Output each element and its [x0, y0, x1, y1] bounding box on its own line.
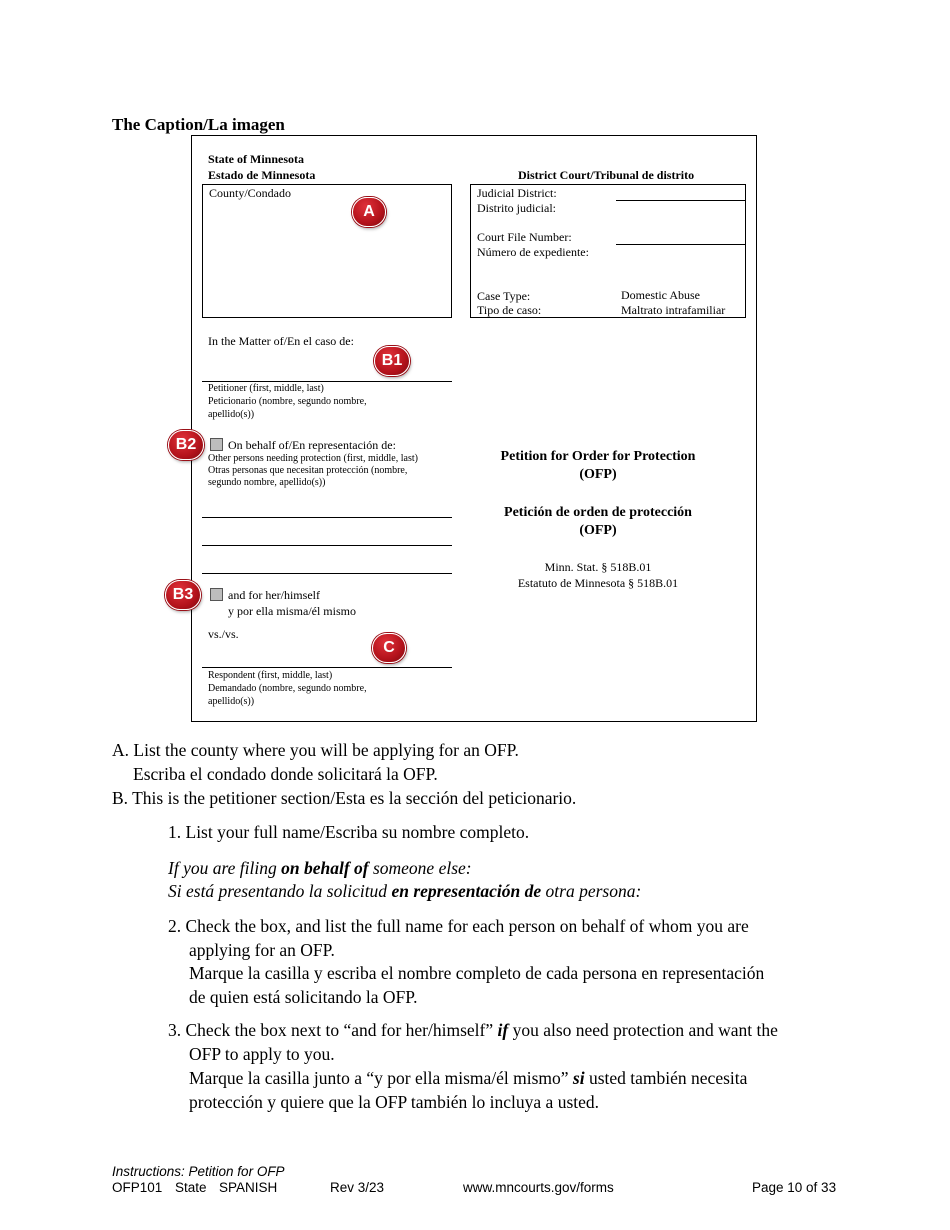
behalf-note-es: Si está presentando la solicitud en representación de otra persona: — [168, 881, 642, 901]
footer-form-id: OFP101 — [112, 1180, 163, 1195]
court-file-en: Court File Number: — [477, 230, 572, 244]
court-file-line — [616, 244, 745, 245]
case-type-value-es: Maltrato intrafamiliar — [621, 303, 726, 317]
others-line-1 — [202, 517, 452, 518]
step-2-line-1: 2. Check the box, and list the full name for each person on behalf of whom you are — [168, 916, 749, 936]
respondent-label-1: Respondent (first, middle, last) — [208, 670, 333, 681]
step-3-line-2: OFP to apply to you. — [189, 1044, 335, 1064]
petitioner-line — [202, 381, 452, 382]
title-es-2: (OFP) — [579, 523, 617, 538]
case-type-value-en: Domestic Abuse — [621, 288, 700, 302]
footer-language: SPANISH — [219, 1180, 278, 1195]
case-type-en: Case Type: — [477, 289, 531, 303]
caption-image — [191, 135, 757, 722]
court-info-box — [470, 184, 746, 318]
self-checkbox[interactable] — [210, 588, 223, 601]
case-type-es: Tipo de caso: — [477, 303, 542, 317]
footer-page: Page 10 of 33 — [752, 1180, 837, 1195]
county-label: County/Condado — [209, 186, 292, 200]
others-label-1: Other persons needing protection (first, middle, last) — [208, 453, 418, 464]
footer-website[interactable]: www.mncourts.gov/forms — [463, 1180, 614, 1195]
step-2-line-4: de quien está solicitando la OFP. — [189, 987, 418, 1007]
step-3-line-4: protección y quiere que la OFP también lo incluya a usted. — [189, 1092, 600, 1112]
judicial-district-en: Judicial District: — [477, 186, 557, 200]
county-box — [202, 184, 452, 318]
on-behalf-checkbox[interactable] — [210, 438, 223, 451]
petitioner-label-2: Peticionario (nombre, segundo nombre, — [208, 396, 367, 407]
petitioner-label-3: apellido(s)) — [208, 409, 255, 420]
footer-doc-title: Instructions: Petition for OFP — [112, 1164, 285, 1179]
court-file-es: Número de expediente: — [477, 245, 589, 259]
step-2-line-3: Marque la casilla y escriba el nombre completo de cada persona en representación — [189, 963, 765, 983]
others-label-3: segundo nombre, apellido(s)) — [208, 477, 326, 488]
others-line-2 — [202, 545, 452, 546]
respondent-line — [202, 667, 452, 668]
respondent-label-3: apellido(s)) — [208, 696, 255, 707]
badge-a: A — [352, 197, 386, 227]
step-1: 1. List your full name/Escriba su nombre completo. — [168, 822, 530, 842]
instruction-a-en: A. List the county where you will be applying for an OFP. — [112, 740, 519, 760]
court-name: District Court/Tribunal de distrito — [518, 168, 695, 182]
instruction-a-es: Escriba el condado donde solicitará la OFP. — [133, 764, 438, 784]
statute-es: Estatuto de Minnesota § 518B.01 — [517, 576, 679, 590]
on-behalf-label: On behalf of/En representación de: — [228, 438, 396, 452]
self-label-1: and for her/himself — [228, 588, 320, 602]
respondent-label-2: Demandado (nombre, segundo nombre, — [208, 683, 367, 694]
judicial-district-line — [616, 200, 745, 201]
badge-b2: B2 — [168, 430, 204, 460]
petitioner-label-1: Petitioner (first, middle, last) — [208, 383, 324, 394]
step-2-line-2: applying for an OFP. — [189, 940, 335, 960]
step-3-line-1: 3. Check the box next to “and for her/himself” if you also need protection and want the — [168, 1020, 778, 1040]
title-es-1: Petición de orden de protección — [504, 505, 692, 520]
badge-c: C — [372, 633, 406, 663]
vs-label: vs./vs. — [208, 627, 239, 641]
badge-b3: B3 — [165, 580, 201, 610]
instruction-b: B. This is the petitioner section/Esta es la sección del peticionario. — [112, 788, 577, 808]
others-label-2: Otras personas que necesitan protección (nombre, — [208, 465, 408, 476]
section-heading: The Caption/La imagen — [112, 115, 285, 134]
state-en: State of Minnesota — [208, 152, 304, 166]
badge-b1: B1 — [374, 346, 410, 376]
others-line-3 — [202, 573, 452, 574]
behalf-note-en: If you are filing on behalf of someone else: — [168, 858, 472, 878]
self-label-2: y por ella misma/él mismo — [228, 604, 356, 618]
title-en-1: Petition for Order for Protection — [500, 449, 696, 464]
matter-of: In the Matter of/En el caso de: — [208, 334, 354, 348]
judicial-district-es: Distrito judicial: — [477, 201, 556, 215]
title-en-2: (OFP) — [579, 467, 617, 482]
footer-state: State — [175, 1180, 207, 1195]
step-3-line-3: Marque la casilla junto a “y por ella misma/él mismo” si usted también necesita — [189, 1068, 748, 1088]
statute-en: Minn. Stat. § 518B.01 — [544, 560, 652, 574]
state-es: Estado de Minnesota — [208, 168, 316, 182]
footer-rev: Rev 3/23 — [330, 1180, 385, 1195]
